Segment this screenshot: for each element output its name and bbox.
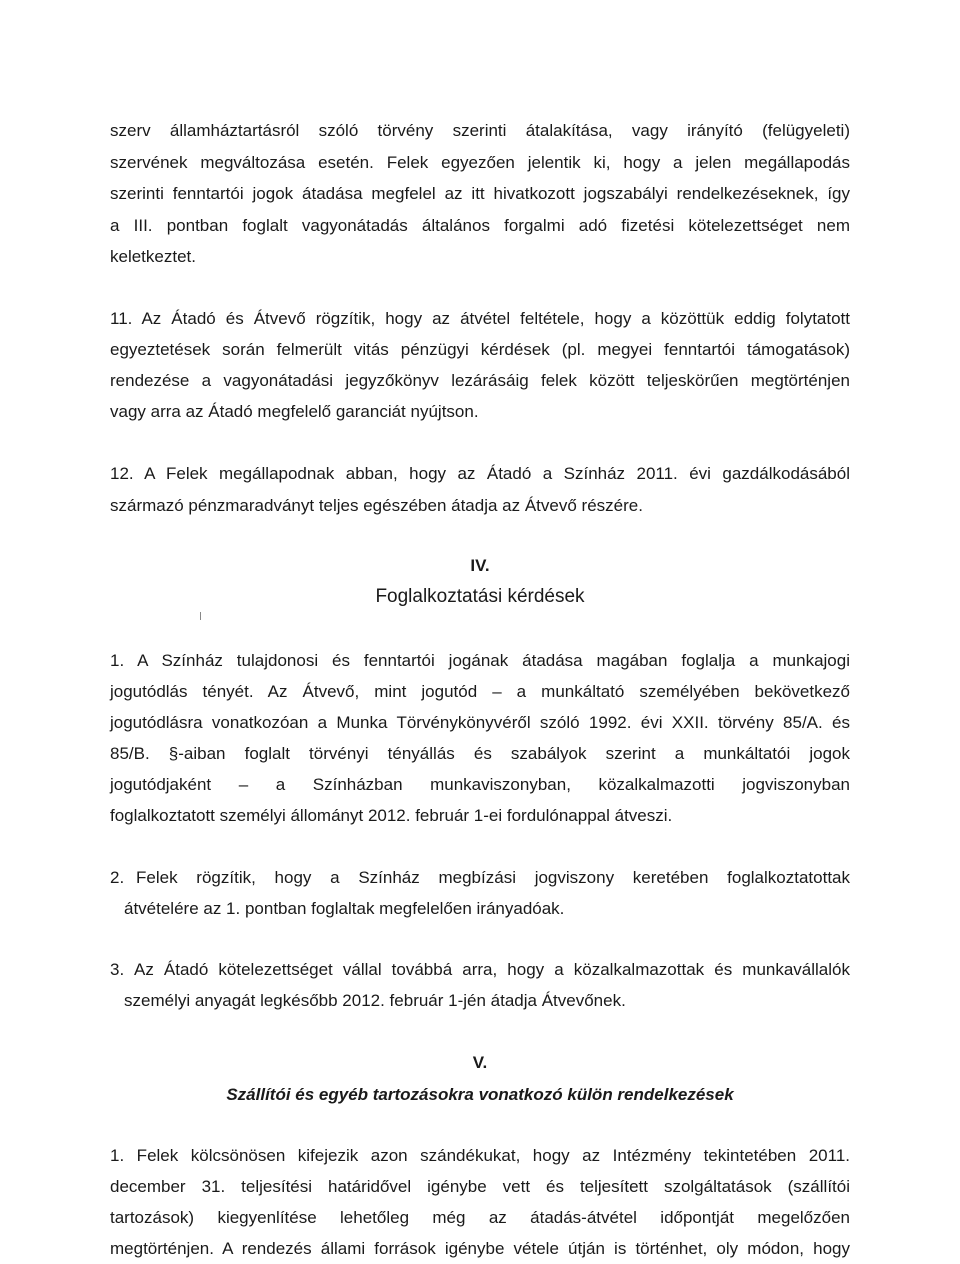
paragraph-line: 1. A Színház tulajdonosi és fenntartói jogának átadása magában foglalja a munkajogi xyxy=(110,651,850,670)
section-number: IV. xyxy=(470,556,490,575)
section-title: Szállítói és egyéb tartozásokra vonatkozó külön rendelkezések xyxy=(226,1085,734,1104)
paragraph-line: vagy arra az Átadó megfelelő garanciát nyújtson. xyxy=(110,402,479,421)
paragraph-line: származó pénzmaradványt teljes egészében átadja az Átvevő részére. xyxy=(110,496,643,515)
numbered-paragraph-line xyxy=(110,868,850,888)
paragraph-line: jogutódlásra vonatkozóan a Munka Törvénykönyvéről szóló 1992. évi XXII. törvény 85/A. és xyxy=(110,713,850,732)
paragraph-line: átvételére az 1. pontban foglaltak megfelelően irányadóak. xyxy=(124,899,565,918)
paragraph-line: december 31. teljesítési határidővel igénybe vett és teljesített szolgáltatások (szállítói xyxy=(110,1177,850,1196)
paragraph-line: szervének megváltozása esetén. Felek egyezően jelentik ki, hogy a jelen megállapodás xyxy=(110,153,850,172)
paragraph-line: jogutódjaként – a Színházban munkaviszonyban, közalkalmazotti jogviszonyban xyxy=(110,775,850,794)
section-number: V. xyxy=(472,1053,488,1072)
paragraph-line: 12. A Felek megállapodnak abban, hogy az Átadó a Színház 2011. évi gazdálkodásából xyxy=(110,464,850,483)
paragraph-line: 11. Az Átadó és Átvevő rögzítik, hogy az átvétel feltétele, hogy a közöttük eddig folytatott xyxy=(110,309,850,328)
paragraph-line: keletkeztet. xyxy=(110,247,196,266)
item-number: 3. xyxy=(110,960,125,979)
paragraph-line: jogutódlás tényét. Az Átvevő, mint jogutód – a munkáltató személyében bekövetkező xyxy=(110,682,850,701)
paragraph-text: Az Átadó kötelezettséget vállal továbbá arra, hogy a közalkalmazottak és munkavállalók xyxy=(134,960,850,979)
item-number: 2. xyxy=(110,868,125,887)
paragraph-line: szerinti fenntartói jogok átadása megfelel az itt hivatkozott jogszabályi rendelkezéseknek, így xyxy=(110,184,850,203)
paragraph-line: egyeztetések során felmerült vitás pénzügyi kérdések (pl. megyei fenntartói támogatások) xyxy=(110,340,850,359)
numbered-paragraph-line xyxy=(110,960,850,980)
paragraph-line: tartozások) kiegyenlítése lehetőleg még az átadás-átvétel időpontját megelőzően xyxy=(110,1208,850,1227)
section-title: Foglalkoztatási kérdések xyxy=(375,586,585,607)
paragraph-line: személyi anyagát legkésőbb 2012. február 1-jén átadja Átvevőnek. xyxy=(124,991,626,1010)
paragraph-line: megtörténjen. A rendezés állami források igénybe vétele útján is történhet, oly módon, hogy xyxy=(110,1239,850,1258)
paragraph-line: 85/B. §-aiban foglalt törvényi tényállás és szabályok szerint a munkáltatói jogok xyxy=(110,744,850,763)
scan-speck xyxy=(200,612,201,620)
paragraph-line: rendezése a vagyonátadási jegyzőkönyv lezárásáig felek között teljeskörűen megtörténjen xyxy=(110,371,850,390)
paragraph-line: a III. pontban foglalt vagyonátadás általános forgalmi adó fizetési kötelezettséget nem xyxy=(110,216,850,235)
paragraph-line: szerv államháztartásról szóló törvény szerinti átalakítása, vagy irányító (felügyeleti) xyxy=(110,121,850,140)
paragraph-line: foglalkoztatott személyi állományt 2012. február 1-ei fordulónappal átveszi. xyxy=(110,806,673,825)
paragraph-text: Felek rögzítik, hogy a Színház megbízási jogviszony keretében foglalkoztatottak xyxy=(136,868,850,887)
paragraph-line: 1. Felek kölcsönösen kifejezik azon szándékukat, hogy az Intézmény tekintetében 2011. xyxy=(110,1146,850,1165)
